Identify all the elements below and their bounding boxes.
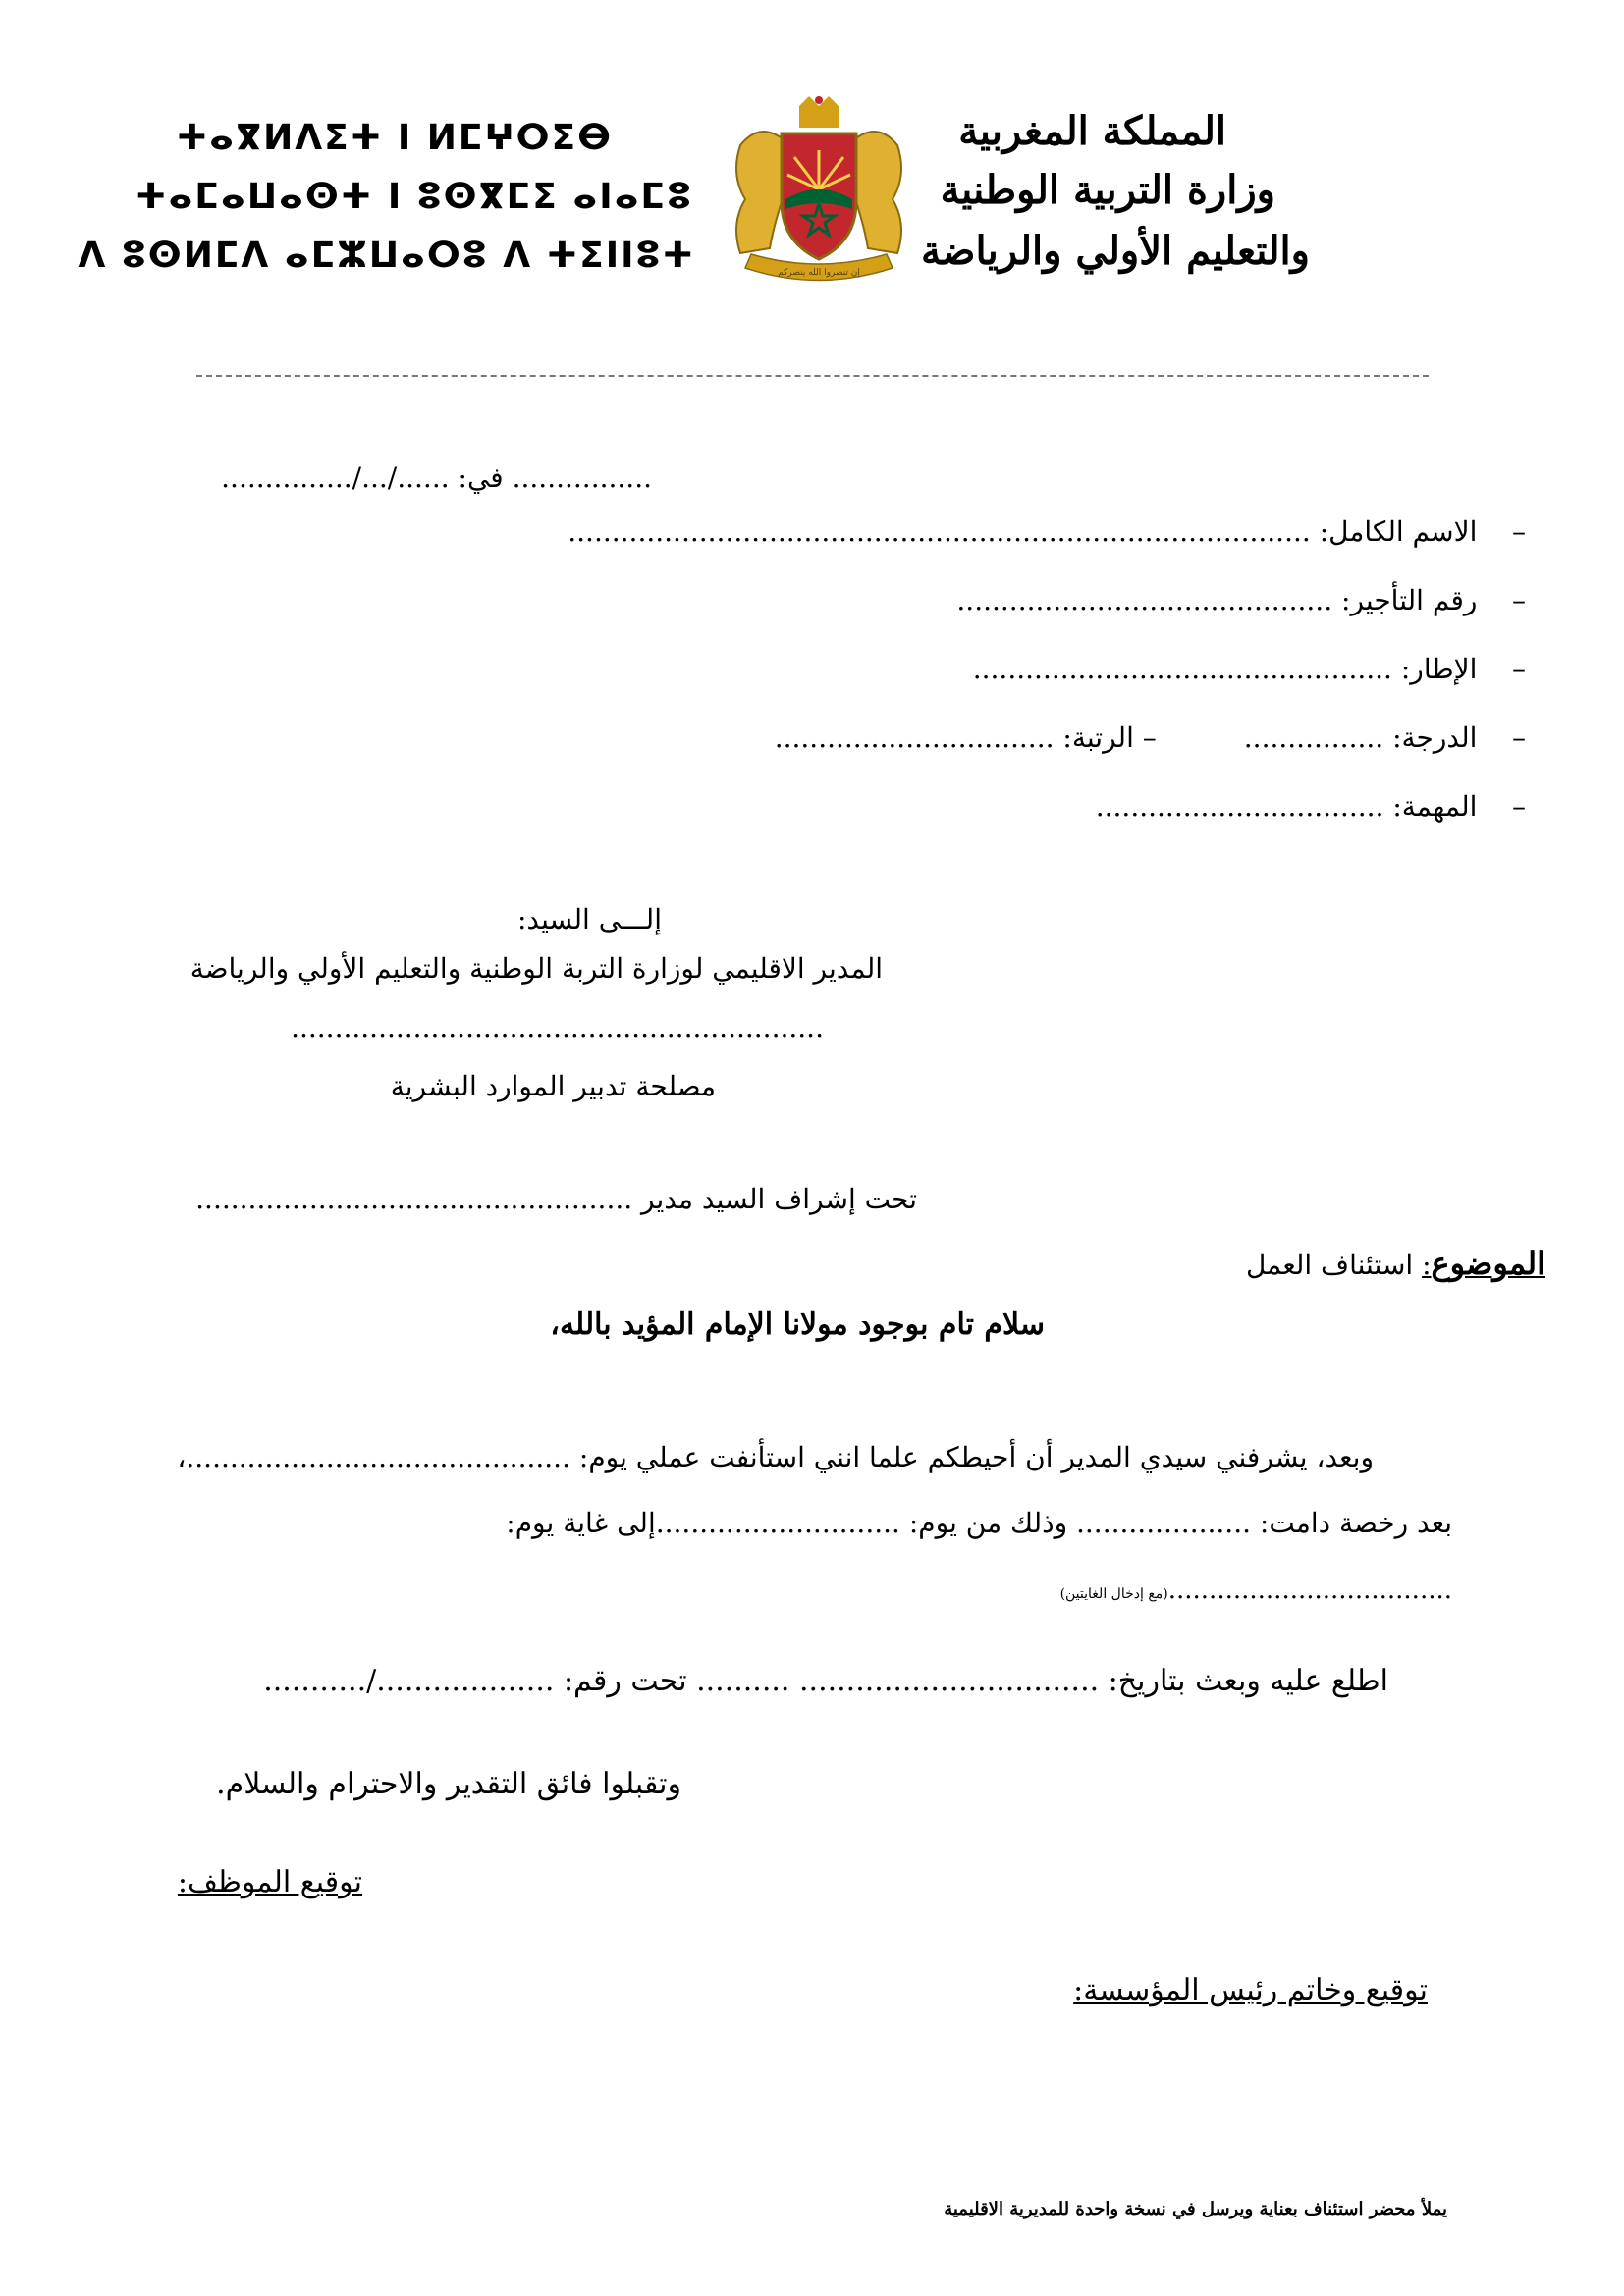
header-arabic-line-1: المملكة المغربية (958, 108, 1226, 154)
field-dots: ........................................... (956, 584, 1333, 616)
closing-line: وتقبلوا فائق التقدير والاحترام والسلام. (216, 1767, 681, 1801)
field-dots: ................................. (1095, 790, 1384, 823)
date-line: ................ في: ....../.../............... (221, 461, 652, 494)
field-label: المهمة: (1392, 790, 1478, 823)
field-payroll-number (956, 584, 1526, 616)
body-line-3-note: (مع إدخال الغايتين) (1059, 1586, 1168, 1602)
field-label: رقم التأجير: (1341, 584, 1478, 616)
field-label: الاسم الكامل: (1319, 515, 1478, 548)
header-tifinagh-line-3: ⴷ ⵓⵙⵍⵎⴷ ⴰⵎⵣⵡⴰⵔⵓ ⴷ ⵜⵉⵏⵏⵓⵜ (78, 236, 695, 276)
subject-label-group (1422, 1245, 1545, 1282)
header-tifinagh-line-2: ⵜⴰⵎⴰⵡⴰⵙⵜ ⵏ ⵓⵙⴳⵎⵉ ⴰⵏⴰⵎⵓ (135, 177, 693, 217)
employee-signature-label: توقيع الموظف: (177, 1865, 362, 1899)
bullet: – (1512, 790, 1526, 823)
header-tifinagh-line-1: ⵜⴰⴳⵍⴷⵉⵜ ⵏ ⵍⵎⵖⵔⵉⴱ (176, 118, 613, 158)
subject-text: استئناف العمل (1245, 1249, 1423, 1281)
field-grade-rank (775, 721, 1526, 754)
emblem-motto: إن تنصروا الله ينصركم (778, 268, 860, 278)
footer-note: يملأ محضر استئناف بعناية ويرسل في نسخة واحدة للمديرية الاقليمية (944, 2199, 1447, 2219)
addressee-service: مصلحة تدبير الموارد البشرية (390, 1070, 716, 1102)
head-signature-label: توقيع وخاتم رئيس المؤسسة: (1073, 1973, 1428, 2007)
header-arabic-line-2: وزارة التربية الوطنية (940, 167, 1275, 213)
subject-label: الموضوع (1431, 1245, 1545, 1282)
body-line-2: بعد رخصة دامت: .................... وذلك من يوم: ............................إلى غاية يوم: (506, 1507, 1452, 1539)
body-line-3 (1060, 1575, 1452, 1605)
supervision-line: تحت إشراف السيد مدير .................................................. (195, 1183, 917, 1215)
field-full-name (568, 515, 1526, 548)
greeting: سلام تام بوجود مولانا الإمام المؤيد بالله، (550, 1308, 1045, 1342)
subject-colon: : (1422, 1249, 1432, 1281)
field-dots-rank: ................................ (774, 721, 1055, 754)
field-task (1096, 790, 1526, 823)
crown-icon (799, 96, 839, 128)
bullet: – (1512, 584, 1526, 616)
addressee-dots: ............................................................. (291, 1011, 824, 1043)
field-framework (973, 653, 1526, 685)
header-divider (196, 375, 1429, 377)
bullet: – (1512, 721, 1526, 754)
subject-line (1246, 1245, 1545, 1282)
field-dots: ................................................ (972, 653, 1392, 685)
body-line-3-dots: ................................... (1167, 1575, 1452, 1605)
field-dots: ..................................................................................... (568, 515, 1311, 548)
header-arabic-line-3: والتعليم الأولي والرياضة (921, 228, 1310, 274)
review-line: اطلع عليه وبعث بتاريخ: ................................ .......... تحت رقم: .................../........... (263, 1664, 1388, 1698)
bullet: – (1512, 653, 1526, 685)
field-label: الإطار: (1400, 653, 1478, 685)
field-label: الدرجة: (1392, 721, 1478, 754)
body-line-1: وبعد، يشرفني سيدي المدير أن أحيطكم علما انني استأنفت عملي يوم: ............................................، (177, 1441, 1374, 1473)
field-dots: ................ (1243, 721, 1384, 754)
bullet: – (1512, 515, 1526, 548)
field-label-rank: – الرتبة: (1062, 721, 1157, 754)
addressee-title: المدير الاقليمي لوزارة التربة الوطنية والتعليم الأولي والرياضة (189, 952, 883, 985)
addressee-to: إلـــى السيد: (516, 903, 662, 935)
kingdom-emblem-icon (711, 96, 927, 293)
